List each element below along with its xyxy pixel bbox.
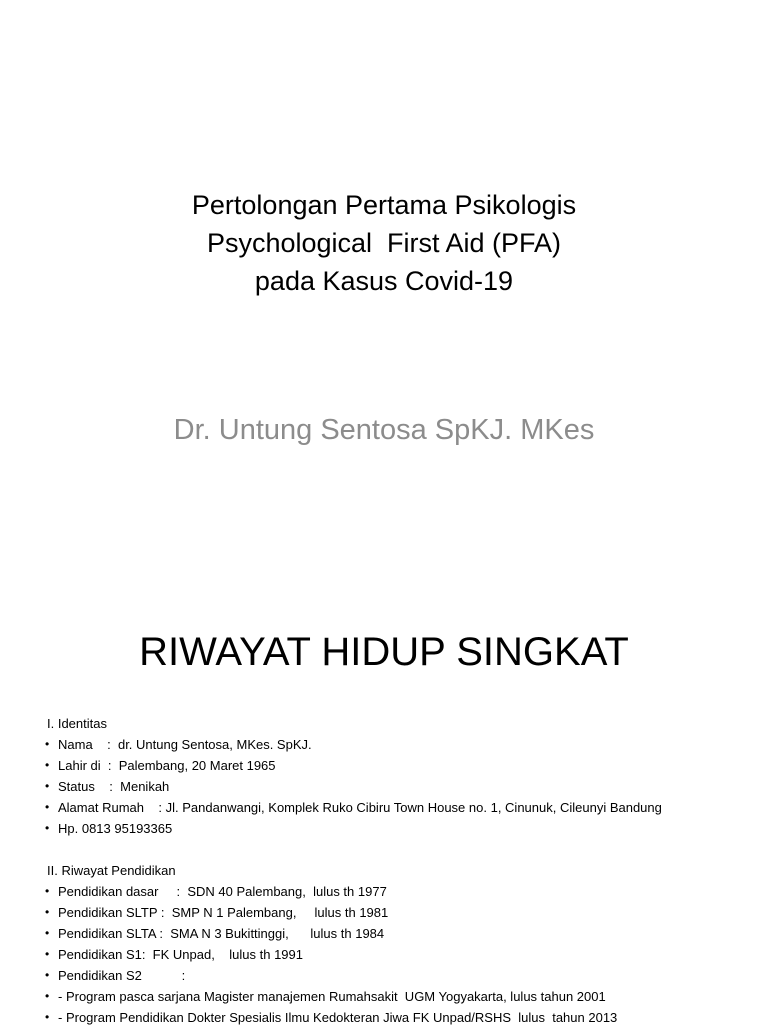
bullet-icon: •	[45, 779, 50, 793]
list-item-text: Pendidikan SLTP : SMP N 1 Palembang, lulus th 1981	[58, 905, 389, 920]
bullet-icon: •	[45, 821, 50, 835]
list-item-text: Status : Menikah	[58, 779, 170, 794]
list-item-text: Lahir di : Palembang, 20 Maret 1965	[58, 758, 276, 773]
cv-slide-title: RIWAYAT HIDUP SINGKAT	[139, 630, 629, 674]
bullet-icon: •	[45, 968, 50, 982]
identity-section-heading: I. Identitas	[47, 716, 107, 731]
bullet-icon: •	[45, 737, 50, 751]
identity-list	[45, 734, 662, 839]
cv-slide	[0, 576, 768, 1024]
list-item-text: Hp. 0813 95193365	[58, 821, 173, 836]
bullet-icon: •	[45, 989, 50, 1003]
education-masters-item	[45, 986, 617, 1007]
education-specialist-item	[45, 1007, 617, 1028]
bullet-icon: •	[45, 884, 50, 898]
list-item-text: Alamat Rumah : Jl. Pandanwangi, Komplek Ruko Cibiru Town House no. 1, Cinunuk, Cileunyi Bandung	[58, 800, 662, 815]
list-item-text: - Program pasca sarjana Magister manajemen Rumahsakit UGM Yogyakarta, lulus tahun 2001	[58, 989, 606, 1004]
education-senior-high-item	[45, 923, 617, 944]
education-list	[45, 881, 617, 1028]
list-item-text: Pendidikan S2 :	[58, 968, 186, 983]
list-item-text: - Program Pendidikan Dokter Spesialis Ilmu Kedokteran Jiwa FK Unpad/RSHS lulus tahun 2013	[58, 1010, 618, 1025]
bullet-icon: •	[45, 800, 50, 814]
education-section-heading: II. Riwayat Pendidikan	[47, 863, 176, 878]
identity-status-item	[45, 776, 662, 797]
identity-name-item	[45, 734, 662, 755]
list-item-text: Pendidikan dasar : SDN 40 Palembang, lulus th 1977	[58, 884, 387, 899]
education-junior-high-item	[45, 902, 617, 923]
bullet-icon: •	[45, 947, 50, 961]
list-item-text: Pendidikan SLTA : SMA N 3 Bukittinggi, lulus th 1984	[58, 926, 385, 941]
education-elementary-item	[45, 881, 617, 902]
slide-subtitle-author: Dr. Untung Sentosa SpKJ. MKes	[173, 414, 595, 446]
list-item-text: Nama : dr. Untung Sentosa, MKes. SpKJ.	[58, 737, 312, 752]
bullet-icon: •	[45, 926, 50, 940]
identity-birth-item	[45, 755, 662, 776]
list-item-text: Pendidikan S1: FK Unpad, lulus th 1991	[58, 947, 303, 962]
title-line-1: Pertolongan Pertama Psikologis	[191, 190, 577, 220]
identity-phone-item	[45, 818, 662, 839]
slide-title	[0, 186, 768, 300]
title-line-2: Psychological First Aid (PFA)	[206, 228, 562, 258]
education-s1-item	[45, 944, 617, 965]
education-s2-item	[45, 965, 617, 986]
identity-address-item	[45, 797, 662, 818]
title-line-3: pada Kasus Covid-19	[254, 266, 514, 296]
bullet-icon: •	[45, 1010, 50, 1024]
bullet-icon: •	[45, 758, 50, 772]
bullet-icon: •	[45, 905, 50, 919]
